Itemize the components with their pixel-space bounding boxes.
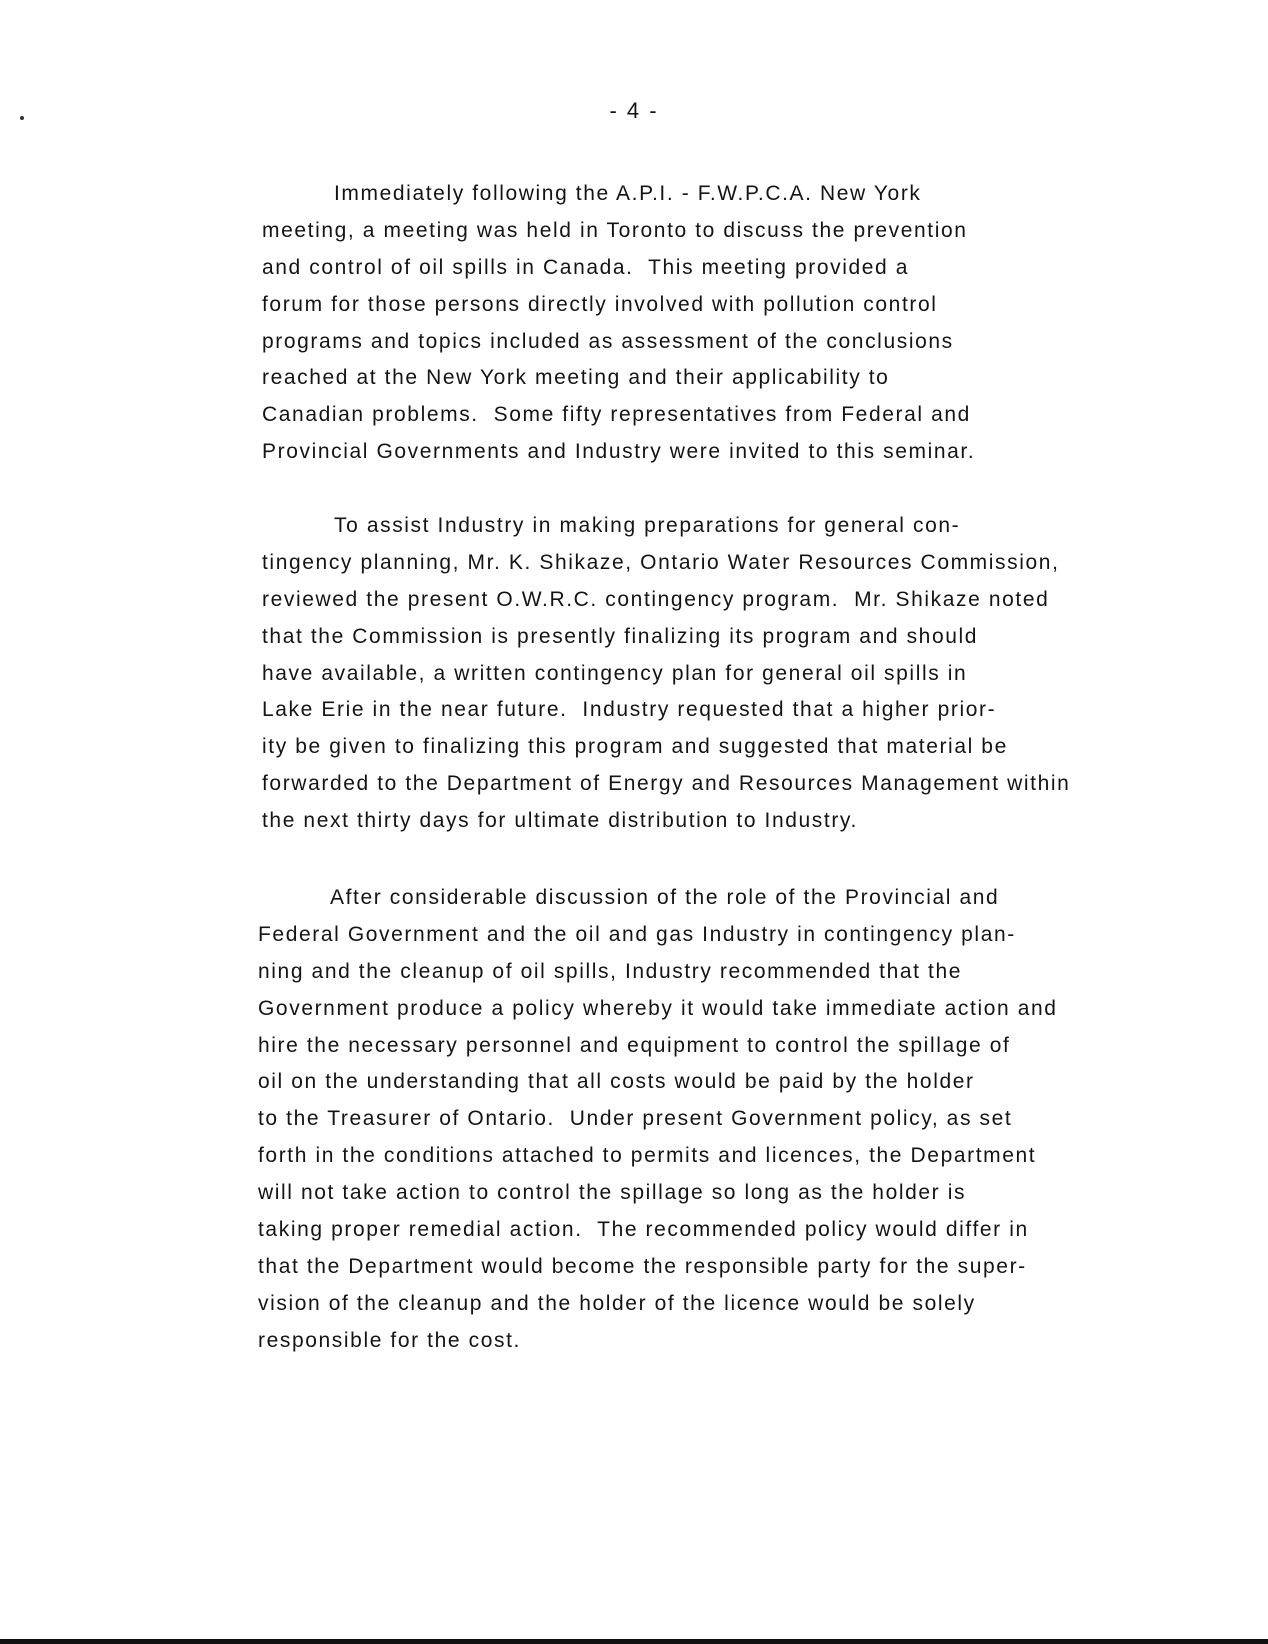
paragraph-line: hire the necessary personnel and equipment to control the spillage of (258, 1033, 1011, 1057)
paragraph-line: Lake Erie in the near future. Industry requested that a higher prior- (262, 698, 997, 722)
bottom-scan-edge (0, 1639, 1268, 1644)
paragraph-1 (262, 176, 975, 471)
paragraph-2 (262, 508, 1070, 840)
paragraph-3 (258, 880, 1058, 1360)
paragraph-line: taking proper remedial action. The recommended policy would differ in (258, 1218, 1029, 1242)
paragraph-line: that the Department would become the responsible party for the super- (258, 1254, 1027, 1278)
page-number: - 4 - (609, 98, 659, 123)
paragraph-line: forum for those persons directly involved with pollution control (262, 292, 938, 316)
paragraph-line: oil on the understanding that all costs would be paid by the holder (258, 1070, 975, 1094)
paragraph-line: the next thirty days for ultimate distribution to Industry. (262, 809, 858, 833)
paragraph-line: Provincial Governments and Industry were invited to this seminar. (262, 440, 976, 464)
paragraph-line: Government produce a policy whereby it would take immediate action and (258, 996, 1058, 1020)
paragraph-line: Immediately following the A.P.I. - F.W.P.C.A. New York (334, 182, 922, 205)
paragraph-line: ity be given to finalizing this program and suggested that material be (262, 735, 1008, 759)
paragraph-line: After considerable discussion of the role of the Provincial and (330, 886, 1000, 909)
paragraph-line: To assist Industry in making preparations for general con- (334, 514, 961, 537)
paragraph-line: have available, a written contingency plan for general oil spills in (262, 661, 968, 685)
paragraph-line: tingency planning, Mr. K. Shikaze, Ontario Water Resources Commission, (262, 550, 1060, 574)
paragraph-line: meeting, a meeting was held in Toronto to discuss the prevention (262, 218, 968, 242)
paragraph-line: Federal Government and the oil and gas Industry in contingency plan- (258, 922, 1016, 946)
paragraph-line: reviewed the present O.W.R.C. contingency program. Mr. Shikaze noted (262, 587, 1050, 611)
paragraph-line: vision of the cleanup and the holder of the licence would be solely (258, 1291, 976, 1315)
paragraph-line: Canadian problems. Some fifty representatives from Federal and (262, 403, 971, 427)
paragraph-line: will not take action to control the spillage so long as the holder is (258, 1181, 967, 1205)
paragraph-line: forth in the conditions attached to permits and licences, the Department (258, 1144, 1037, 1168)
paragraph-line: and control of oil spills in Canada. This meeting provided a (262, 255, 910, 279)
paragraph-line: responsible for the cost. (258, 1328, 521, 1352)
paragraph-line: programs and topics included as assessment of the conclusions (262, 329, 954, 353)
paragraph-line: to the Treasurer of Ontario. Under present Government policy, as set (258, 1107, 1013, 1131)
paragraph-line: ning and the cleanup of oil spills, Industry recommended that the (258, 959, 963, 983)
paragraph-line: reached at the New York meeting and their applicability to (262, 366, 890, 390)
paragraph-line: forwarded to the Department of Energy and Resources Management within (262, 772, 1071, 796)
paragraph-line: that the Commission is presently finalizing its program and should (262, 624, 979, 648)
